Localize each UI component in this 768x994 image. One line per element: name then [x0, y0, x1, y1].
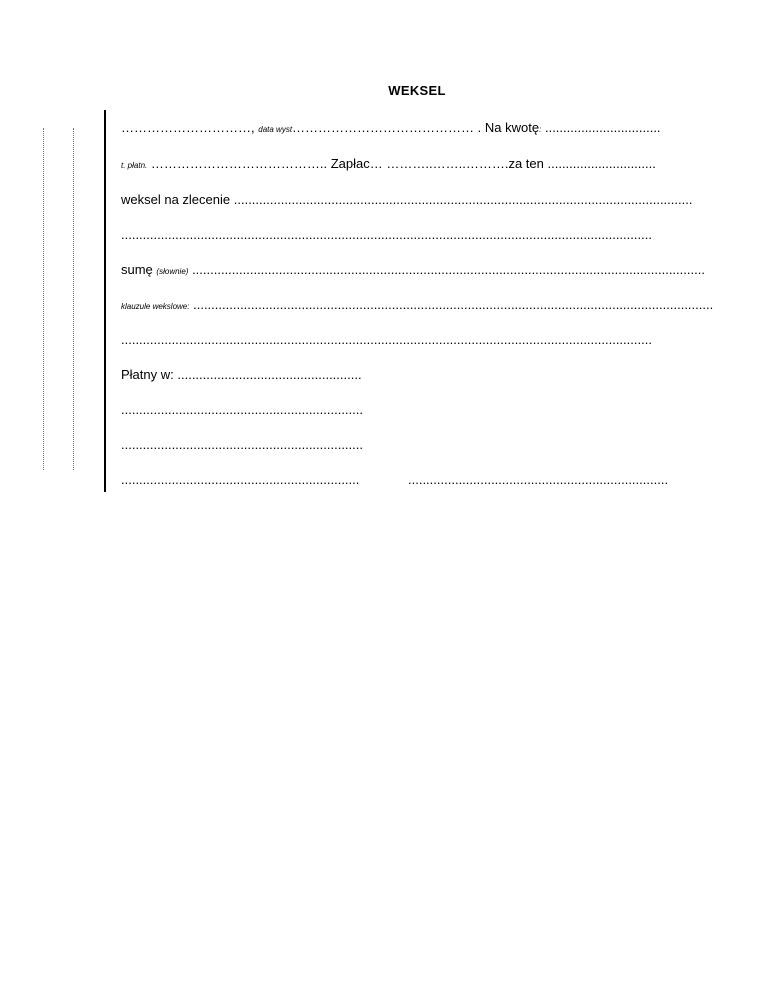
za-ten-field[interactable]: ..............................: [547, 156, 656, 171]
left-border-line: [104, 110, 106, 492]
payable-at-field[interactable]: ...................................................: [177, 367, 362, 382]
payee-continuation-field[interactable]: ...................................................................................................................................................: [121, 227, 652, 242]
clauses-line: [121, 297, 713, 312]
payable-at-field-3[interactable]: ...................................................................: [121, 437, 363, 452]
slownie-label: (słownie): [156, 267, 189, 276]
document-title: WEKSEL: [388, 83, 446, 98]
payment-date-field[interactable]: …………………………………..: [150, 156, 328, 171]
clauses-continuation-field[interactable]: ...................................................................................................................................................: [121, 332, 652, 347]
issue-date-field[interactable]: …………………………………… .: [292, 120, 482, 135]
sum-words-line: [121, 262, 705, 277]
sum-words-field[interactable]: ..............................................................................................................................................: [192, 262, 705, 277]
za-ten-label: za ten: [508, 156, 544, 171]
place-field[interactable]: …………………………,: [121, 120, 255, 135]
signature-field-right[interactable]: ........................................................................: [408, 472, 669, 487]
left-dotted-guide-1: [43, 128, 44, 470]
data-wyst-label: data wyst: [258, 125, 293, 134]
clauses-field[interactable]: ................................................................................................................................................: [193, 297, 714, 312]
weksel-na-zlecenie-label: weksel na zlecenie: [121, 192, 231, 207]
signature-field-left[interactable]: ..................................................................: [121, 472, 360, 487]
issue-place-date-amount-line: [121, 120, 661, 135]
signature-line: [121, 472, 359, 487]
amount-label: Na kwotę: [484, 120, 540, 135]
platny-w-label: Płatny w:: [121, 367, 174, 382]
t-platn-label: t. płatn.: [121, 161, 148, 170]
payable-at-line-2: [121, 402, 363, 417]
amount-colon: :: [539, 125, 542, 134]
payable-at-line-3: [121, 437, 363, 452]
clauses-continuation-line: [121, 332, 652, 347]
payee-line: [121, 192, 692, 207]
payee-field[interactable]: ...............................................................................................................................: [233, 192, 693, 207]
payable-at-field-2[interactable]: ...................................................................: [121, 402, 363, 417]
signature-line-right: [408, 472, 668, 487]
amount-field[interactable]: ................................: [544, 120, 661, 135]
zaplac-label: Zapłac…: [330, 156, 383, 171]
payment-date-line: [121, 156, 656, 171]
payable-at-line: [121, 367, 362, 382]
payee-continuation-line: [121, 227, 652, 242]
klauzule-label: klauzule wekslowe:: [121, 302, 190, 311]
sume-label: sumę: [121, 262, 153, 277]
left-dotted-guide-2: [73, 128, 74, 470]
zaplac-field[interactable]: ………..……..……….: [386, 156, 509, 171]
